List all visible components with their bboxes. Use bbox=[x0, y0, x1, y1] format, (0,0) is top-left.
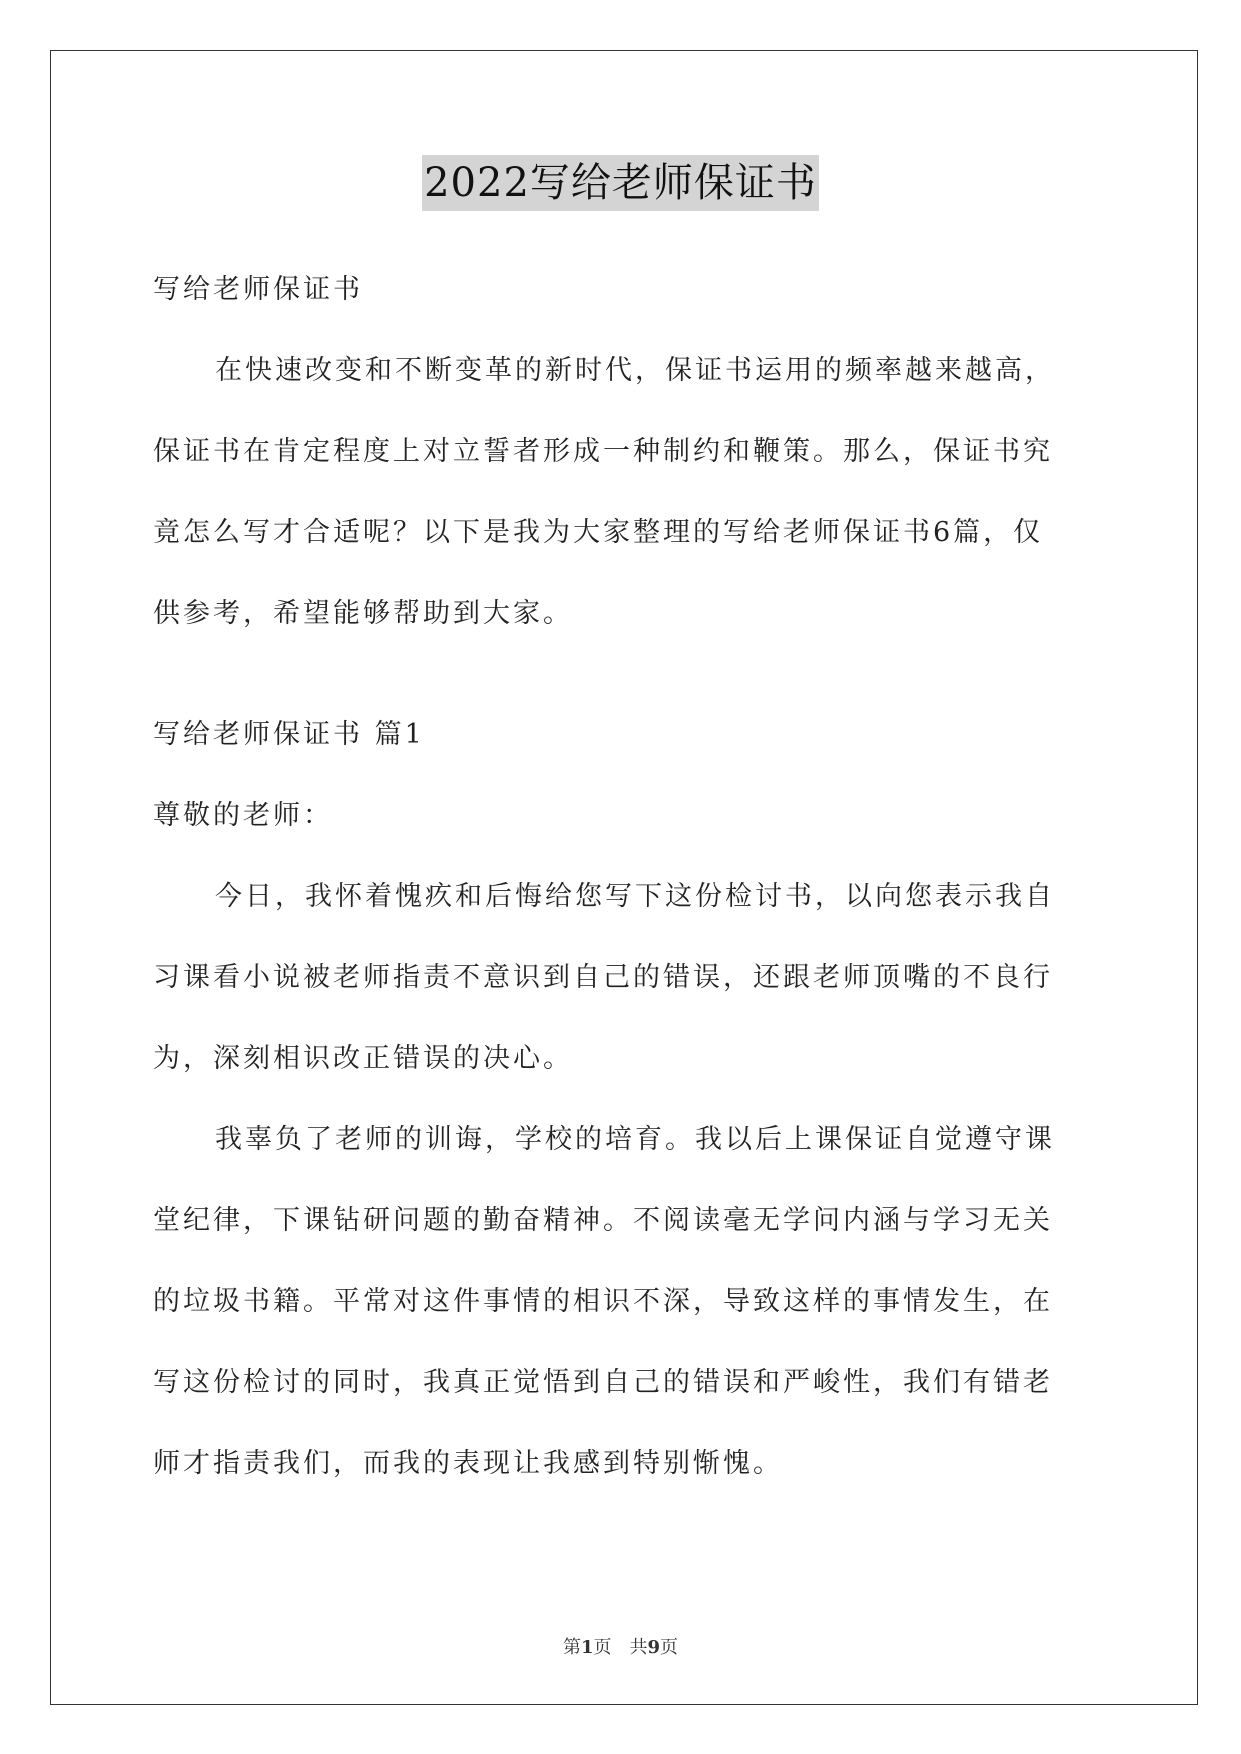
paragraph-1 bbox=[153, 869, 1093, 1112]
document-subtitle: 写给老师保证书 bbox=[153, 274, 363, 305]
document-title: 2022写给老师保证书 bbox=[422, 155, 819, 211]
paragraph-line: 为，深刻相识改正错误的决心。 bbox=[153, 1043, 573, 1074]
intro-line: 供参考，希望能够帮助到大家。 bbox=[153, 598, 573, 629]
paragraph-line: 习课看小说被老师指责不意识到自己的错误，还跟老师顶嘴的不良行 bbox=[153, 962, 1053, 993]
paragraph-2 bbox=[153, 1112, 1093, 1517]
page-total: 9 bbox=[647, 1637, 661, 1658]
document-body bbox=[153, 262, 1093, 1517]
section-heading: 写给老师保证书 篇1 bbox=[153, 719, 425, 750]
paragraph-line: 写这份检讨的同时，我真正觉悟到自己的错误和严峻性，我们有错老 bbox=[153, 1367, 1053, 1398]
page-suffix: 页 bbox=[660, 1637, 679, 1658]
page-current: 1 bbox=[580, 1637, 594, 1658]
paragraph-line: 堂纪律，下课钻研问题的勤奋精神。不阅读毫无学问内涵与学习无关 bbox=[153, 1205, 1053, 1236]
title-container bbox=[0, 155, 1241, 211]
page-footer bbox=[0, 1633, 1241, 1659]
paragraph-line: 的垃圾书籍。平常对这件事情的相识不深，导致这样的事情发生，在 bbox=[153, 1286, 1053, 1317]
paragraph-line: 我辜负了老师的训诲，学校的培育。我以后上课保证自觉遵守课 bbox=[215, 1124, 1055, 1155]
section-gap bbox=[153, 667, 1093, 707]
page-mid: 页 共 bbox=[593, 1637, 648, 1658]
intro-line: 保证书在肯定程度上对立誓者形成一种制约和鞭策。那么，保证书究 bbox=[153, 436, 1053, 467]
paragraph-line: 今日，我怀着愧疚和后悔给您写下这份检讨书，以向您表示我自 bbox=[215, 881, 1055, 912]
salutation: 尊敬的老师： bbox=[153, 800, 333, 831]
intro-line: 竟怎么写才合适呢？以下是我为大家整理的写给老师保证书6篇，仅 bbox=[153, 517, 1044, 548]
page-prefix: 第 bbox=[562, 1637, 581, 1658]
intro-paragraph bbox=[153, 343, 1093, 667]
paragraph-line: 师才指责我们，而我的表现让我感到特别惭愧。 bbox=[153, 1448, 783, 1479]
intro-line: 在快速改变和不断变革的新时代，保证书运用的频率越来越高， bbox=[215, 355, 1055, 386]
